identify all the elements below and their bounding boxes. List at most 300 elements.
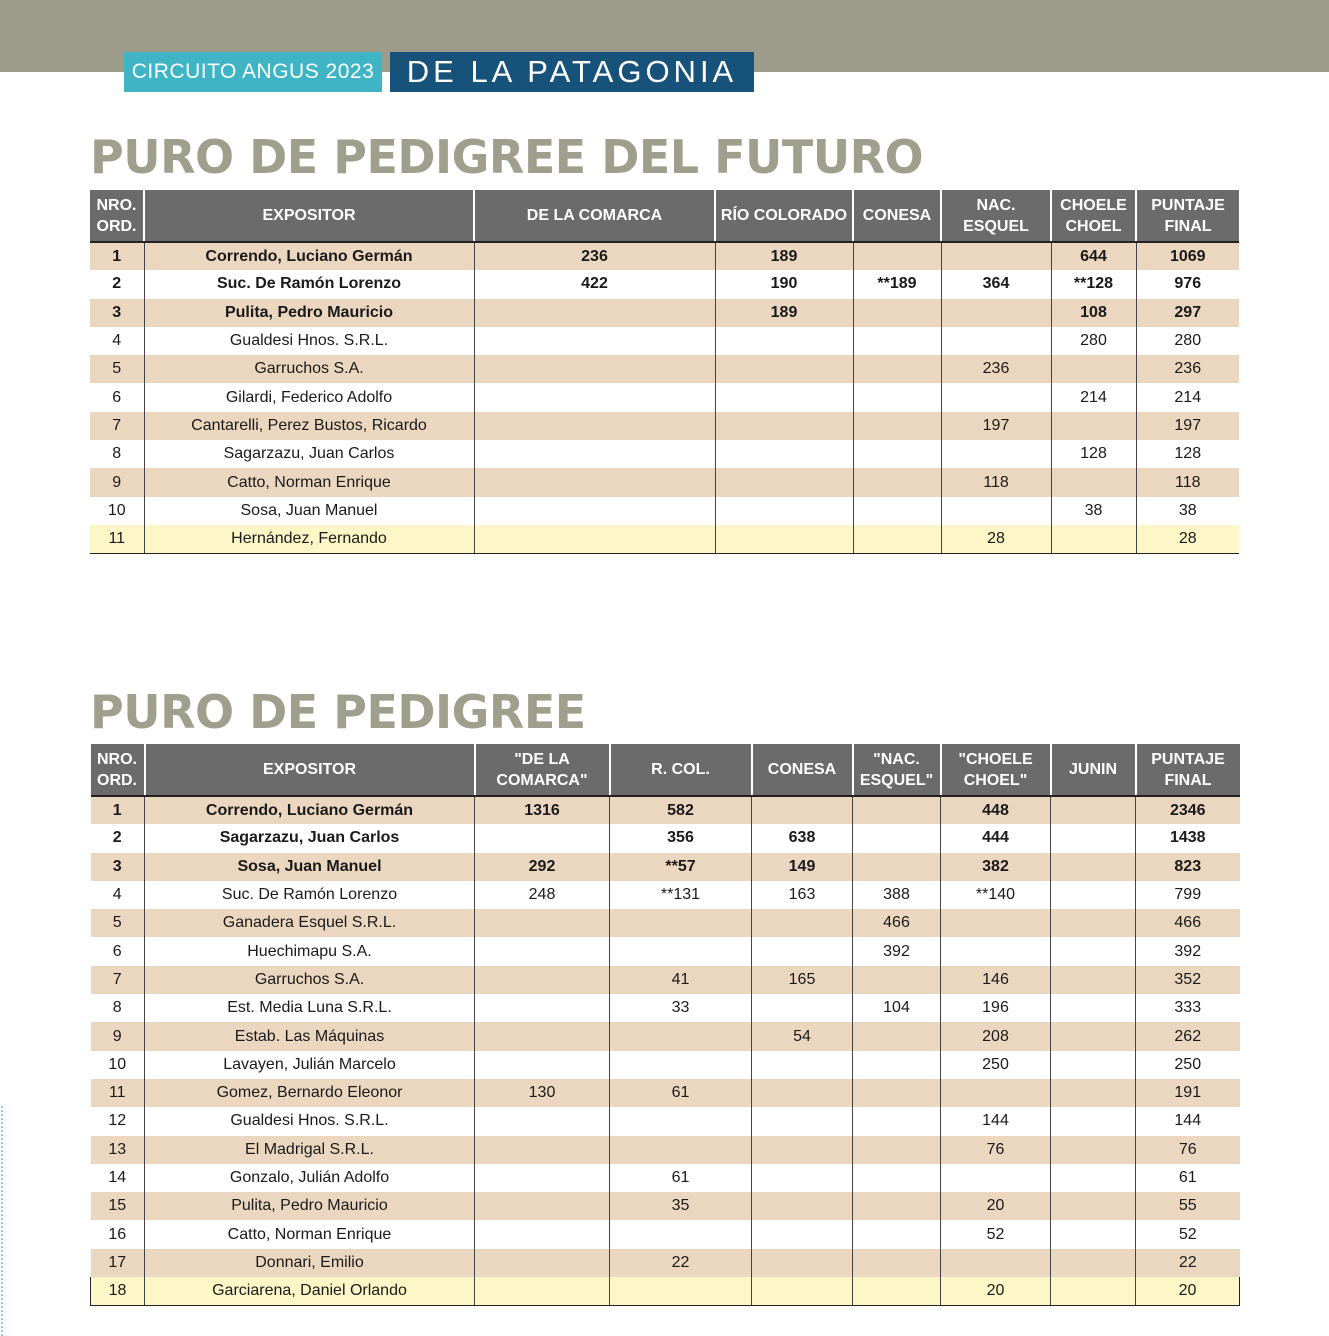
cell-final: 392 bbox=[1136, 937, 1240, 965]
cell-conesa bbox=[752, 1136, 853, 1164]
cell-choele bbox=[941, 937, 1051, 965]
cell-expositor: Ganadera Esquel S.R.L. bbox=[145, 909, 475, 937]
cell-expositor: Sagarzazu, Juan Carlos bbox=[145, 824, 475, 852]
cell-junin bbox=[1051, 909, 1136, 937]
table-row bbox=[91, 824, 1240, 852]
cell-nro: 17 bbox=[91, 1249, 145, 1277]
cell-comarca: 292 bbox=[475, 853, 610, 881]
cell-choele: **140 bbox=[941, 881, 1051, 909]
cell-final: 28 bbox=[1136, 525, 1239, 553]
col-header-expositor: EXPOSITOR bbox=[145, 744, 475, 796]
cell-esquel bbox=[853, 966, 941, 994]
cell-comarca bbox=[475, 994, 610, 1022]
cell-conesa: 54 bbox=[752, 1022, 853, 1050]
cell-esquel bbox=[853, 1249, 941, 1277]
cell-comarca bbox=[475, 1136, 610, 1164]
cell-nro: 14 bbox=[91, 1164, 145, 1192]
col-header-esquel: NAC. ESQUEL bbox=[941, 190, 1051, 242]
cell-rcol bbox=[610, 1136, 752, 1164]
table-row bbox=[91, 1107, 1240, 1135]
cell-esquel bbox=[853, 1107, 941, 1135]
cell-rio-colorado: 190 bbox=[715, 270, 853, 298]
col-header-nro: NRO. ORD. bbox=[91, 744, 145, 796]
cell-final: 38 bbox=[1136, 497, 1239, 525]
cell-esquel bbox=[853, 1079, 941, 1107]
col-header-comarca: "DE LA COMARCA" bbox=[475, 744, 610, 796]
cell-choele bbox=[1051, 468, 1136, 496]
pedigree-section-title: PURO DE PEDIGREE bbox=[90, 685, 586, 739]
col-header-puntaje: PUNTAJE FINAL bbox=[1136, 190, 1239, 242]
cell-conesa bbox=[752, 994, 853, 1022]
cell-nro: 1 bbox=[91, 796, 145, 824]
cell-choele: 144 bbox=[941, 1107, 1051, 1135]
cell-conesa bbox=[853, 383, 941, 411]
cell-nro: 5 bbox=[91, 909, 145, 937]
cell-final: 466 bbox=[1136, 909, 1240, 937]
cell-nro: 10 bbox=[91, 1051, 145, 1079]
cell-final: 128 bbox=[1136, 440, 1239, 468]
table-row bbox=[90, 327, 1239, 355]
cell-junin bbox=[1051, 1277, 1136, 1305]
cell-conesa bbox=[752, 1277, 853, 1305]
cell-nro: 8 bbox=[90, 440, 144, 468]
cell-choele bbox=[941, 1249, 1051, 1277]
cell-choele: 196 bbox=[941, 994, 1051, 1022]
cell-final: 76 bbox=[1136, 1136, 1240, 1164]
cell-junin bbox=[1051, 1107, 1136, 1135]
cell-expositor: Gualdesi Hnos. S.R.L. bbox=[144, 327, 474, 355]
cell-nro: 7 bbox=[90, 412, 144, 440]
cell-rcol bbox=[610, 909, 752, 937]
col-header-conesa: CONESA bbox=[853, 190, 941, 242]
col-header-choele: "CHOELE CHOEL" bbox=[941, 744, 1051, 796]
cell-junin bbox=[1051, 853, 1136, 881]
cell-rcol: 61 bbox=[610, 1079, 752, 1107]
cell-rcol: **57 bbox=[610, 853, 752, 881]
cell-esquel bbox=[853, 824, 941, 852]
cell-nro: 11 bbox=[91, 1079, 145, 1107]
cell-expositor: Garruchos S.A. bbox=[144, 355, 474, 383]
cell-conesa: 163 bbox=[752, 881, 853, 909]
cell-esquel bbox=[941, 440, 1051, 468]
cell-choele: 128 bbox=[1051, 440, 1136, 468]
cell-expositor: Estab. Las Máquinas bbox=[145, 1022, 475, 1050]
cell-rcol: 22 bbox=[610, 1249, 752, 1277]
table-row bbox=[90, 525, 1239, 553]
cell-conesa bbox=[752, 796, 853, 824]
cell-junin bbox=[1051, 1220, 1136, 1248]
cell-nro: 4 bbox=[91, 881, 145, 909]
pedigree-ranking-table bbox=[90, 744, 1240, 1306]
cell-comarca bbox=[474, 497, 715, 525]
cell-esquel bbox=[853, 1192, 941, 1220]
cell-conesa: 165 bbox=[752, 966, 853, 994]
cell-rcol: 582 bbox=[610, 796, 752, 824]
cell-comarca: 130 bbox=[475, 1079, 610, 1107]
cell-choele: 146 bbox=[941, 966, 1051, 994]
cell-expositor: Garruchos S.A. bbox=[145, 966, 475, 994]
cell-rcol bbox=[610, 1051, 752, 1079]
cell-final: 61 bbox=[1136, 1164, 1240, 1192]
cell-comarca bbox=[475, 1249, 610, 1277]
cell-rcol bbox=[610, 1277, 752, 1305]
cell-nro: 2 bbox=[90, 270, 144, 298]
cell-final: 55 bbox=[1136, 1192, 1240, 1220]
cell-final: 197 bbox=[1136, 412, 1239, 440]
col-header-expositor: EXPOSITOR bbox=[144, 190, 474, 242]
cell-expositor: Cantarelli, Perez Bustos, Ricardo bbox=[144, 412, 474, 440]
cell-comarca bbox=[475, 966, 610, 994]
cell-final: 976 bbox=[1136, 270, 1239, 298]
col-header-junin: JUNIN bbox=[1051, 744, 1136, 796]
table-row bbox=[91, 796, 1240, 824]
cell-esquel: 104 bbox=[853, 994, 941, 1022]
cell-choele: 52 bbox=[941, 1220, 1051, 1248]
cell-comarca bbox=[474, 525, 715, 553]
table-row bbox=[91, 1079, 1240, 1107]
cell-esquel bbox=[853, 1136, 941, 1164]
cell-rcol: **131 bbox=[610, 881, 752, 909]
cell-rcol: 41 bbox=[610, 966, 752, 994]
cell-esquel: 197 bbox=[941, 412, 1051, 440]
cell-rio-colorado bbox=[715, 383, 853, 411]
cell-final: 1438 bbox=[1136, 824, 1240, 852]
cell-esquel: 388 bbox=[853, 881, 941, 909]
cell-final: 22 bbox=[1136, 1249, 1240, 1277]
futuro-section-title: PURO DE PEDIGREE DEL FUTURO bbox=[90, 130, 924, 184]
cell-choele bbox=[1051, 412, 1136, 440]
cell-rio-colorado: 189 bbox=[715, 299, 853, 327]
cell-rcol: 61 bbox=[610, 1164, 752, 1192]
table-header-row bbox=[90, 190, 1239, 242]
cell-comarca bbox=[475, 824, 610, 852]
cell-comarca bbox=[475, 1164, 610, 1192]
cell-junin bbox=[1051, 1192, 1136, 1220]
cell-expositor: Suc. De Ramón Lorenzo bbox=[145, 881, 475, 909]
cell-conesa bbox=[853, 355, 941, 383]
cell-conesa: 638 bbox=[752, 824, 853, 852]
cell-final: 236 bbox=[1136, 355, 1239, 383]
cell-comarca bbox=[475, 1220, 610, 1248]
cell-choele: 644 bbox=[1051, 242, 1136, 270]
cell-expositor: Catto, Norman Enrique bbox=[144, 468, 474, 496]
table-row bbox=[91, 1192, 1240, 1220]
cell-conesa bbox=[853, 412, 941, 440]
cell-conesa bbox=[752, 909, 853, 937]
cell-rcol bbox=[610, 1022, 752, 1050]
cell-esquel bbox=[941, 299, 1051, 327]
cell-expositor: Gilardi, Federico Adolfo bbox=[144, 383, 474, 411]
cell-expositor: Lavayen, Julián Marcelo bbox=[145, 1051, 475, 1079]
cell-comarca bbox=[475, 1022, 610, 1050]
table-row bbox=[91, 937, 1240, 965]
cell-final: 352 bbox=[1136, 966, 1240, 994]
cell-esquel bbox=[853, 1164, 941, 1192]
col-header-puntaje: PUNTAJE FINAL bbox=[1136, 744, 1240, 796]
cell-nro: 10 bbox=[90, 497, 144, 525]
cell-nro: 6 bbox=[90, 383, 144, 411]
cell-esquel: 28 bbox=[941, 525, 1051, 553]
cell-junin bbox=[1051, 881, 1136, 909]
cell-comarca bbox=[474, 440, 715, 468]
cell-choele: 448 bbox=[941, 796, 1051, 824]
cell-conesa bbox=[853, 327, 941, 355]
cell-conesa bbox=[752, 1192, 853, 1220]
cell-comarca bbox=[474, 383, 715, 411]
table-row bbox=[91, 994, 1240, 1022]
cell-junin bbox=[1051, 1164, 1136, 1192]
col-header-nro: NRO. ORD. bbox=[90, 190, 144, 242]
cell-expositor: Hernández, Fernando bbox=[144, 525, 474, 553]
cell-comarca bbox=[474, 299, 715, 327]
cell-comarca: 422 bbox=[474, 270, 715, 298]
cell-junin bbox=[1051, 937, 1136, 965]
cell-rio-colorado bbox=[715, 327, 853, 355]
cell-esquel bbox=[941, 242, 1051, 270]
cell-expositor: Gomez, Bernardo Eleonor bbox=[145, 1079, 475, 1107]
cell-comarca bbox=[474, 327, 715, 355]
cell-rcol: 356 bbox=[610, 824, 752, 852]
table-row bbox=[90, 440, 1239, 468]
cell-rcol bbox=[610, 1107, 752, 1135]
cell-final: 280 bbox=[1136, 327, 1239, 355]
cell-esquel: 392 bbox=[853, 937, 941, 965]
cell-choele bbox=[941, 909, 1051, 937]
cell-final: 191 bbox=[1136, 1079, 1240, 1107]
cell-esquel: 466 bbox=[853, 909, 941, 937]
cell-final: 52 bbox=[1136, 1220, 1240, 1248]
cell-expositor: Catto, Norman Enrique bbox=[145, 1220, 475, 1248]
cell-final: 262 bbox=[1136, 1022, 1240, 1050]
table-row bbox=[91, 1249, 1240, 1277]
table-row bbox=[90, 299, 1239, 327]
cell-nro: 16 bbox=[91, 1220, 145, 1248]
col-header-comarca: DE LA COMARCA bbox=[474, 190, 715, 242]
cell-choele: 208 bbox=[941, 1022, 1051, 1050]
cell-conesa bbox=[752, 1051, 853, 1079]
cell-final: 823 bbox=[1136, 853, 1240, 881]
cell-comarca bbox=[474, 412, 715, 440]
cell-conesa bbox=[853, 468, 941, 496]
cell-nro: 3 bbox=[90, 299, 144, 327]
cell-nro: 9 bbox=[90, 468, 144, 496]
cell-nro: 4 bbox=[90, 327, 144, 355]
table-row bbox=[90, 242, 1239, 270]
cell-expositor: Sagarzazu, Juan Carlos bbox=[144, 440, 474, 468]
cell-esquel: 236 bbox=[941, 355, 1051, 383]
cell-rio-colorado bbox=[715, 440, 853, 468]
cell-choele bbox=[1051, 525, 1136, 553]
cell-esquel bbox=[941, 383, 1051, 411]
table-row bbox=[91, 1220, 1240, 1248]
cell-conesa bbox=[853, 242, 941, 270]
cell-choele: 444 bbox=[941, 824, 1051, 852]
cell-esquel bbox=[853, 853, 941, 881]
table-row bbox=[91, 881, 1240, 909]
cell-nro: 18 bbox=[91, 1277, 145, 1305]
cell-rio-colorado bbox=[715, 355, 853, 383]
cell-nro: 2 bbox=[91, 824, 145, 852]
cell-junin bbox=[1051, 1249, 1136, 1277]
cell-expositor: Gualdesi Hnos. S.R.L. bbox=[145, 1107, 475, 1135]
table-row bbox=[91, 966, 1240, 994]
cell-junin bbox=[1051, 824, 1136, 852]
cell-comarca: 236 bbox=[474, 242, 715, 270]
cell-nro: 9 bbox=[91, 1022, 145, 1050]
cell-expositor: Sosa, Juan Manuel bbox=[145, 853, 475, 881]
cell-esquel bbox=[853, 1051, 941, 1079]
cell-expositor: El Madrigal S.R.L. bbox=[145, 1136, 475, 1164]
cell-rcol bbox=[610, 1220, 752, 1248]
cell-final: 799 bbox=[1136, 881, 1240, 909]
cell-choele bbox=[941, 1164, 1051, 1192]
cell-comarca bbox=[474, 355, 715, 383]
cell-final: 20 bbox=[1136, 1277, 1240, 1305]
cell-choele bbox=[1051, 355, 1136, 383]
table-row bbox=[91, 1022, 1240, 1050]
cell-final: 297 bbox=[1136, 299, 1239, 327]
cell-rcol bbox=[610, 937, 752, 965]
cell-expositor: Gonzalo, Julián Adolfo bbox=[145, 1164, 475, 1192]
cell-esquel bbox=[853, 1277, 941, 1305]
cell-final: 1069 bbox=[1136, 242, 1239, 270]
cell-final: 118 bbox=[1136, 468, 1239, 496]
table-row bbox=[90, 383, 1239, 411]
cell-final: 2346 bbox=[1136, 796, 1240, 824]
cell-choele: 280 bbox=[1051, 327, 1136, 355]
cell-nro: 6 bbox=[91, 937, 145, 965]
cell-conesa: **189 bbox=[853, 270, 941, 298]
cell-comarca bbox=[475, 1051, 610, 1079]
cell-rio-colorado bbox=[715, 525, 853, 553]
cell-nro: 13 bbox=[91, 1136, 145, 1164]
cell-nro: 1 bbox=[90, 242, 144, 270]
cell-conesa bbox=[752, 1079, 853, 1107]
cell-choele: **128 bbox=[1051, 270, 1136, 298]
cell-nro: 11 bbox=[90, 525, 144, 553]
cell-junin bbox=[1051, 1051, 1136, 1079]
cell-nro: 3 bbox=[91, 853, 145, 881]
cell-junin bbox=[1051, 1079, 1136, 1107]
cell-expositor: Est. Media Luna S.R.L. bbox=[145, 994, 475, 1022]
table-row bbox=[91, 1277, 1240, 1305]
table-row bbox=[90, 270, 1239, 298]
cell-rcol: 35 bbox=[610, 1192, 752, 1220]
cell-nro: 8 bbox=[91, 994, 145, 1022]
cell-junin bbox=[1051, 796, 1136, 824]
cell-choele: 214 bbox=[1051, 383, 1136, 411]
cell-comarca bbox=[475, 1107, 610, 1135]
cell-choele: 382 bbox=[941, 853, 1051, 881]
cell-choele: 76 bbox=[941, 1136, 1051, 1164]
cell-expositor: Correndo, Luciano Germán bbox=[144, 242, 474, 270]
cell-nro: 5 bbox=[90, 355, 144, 383]
cell-choele: 38 bbox=[1051, 497, 1136, 525]
table-header-row bbox=[91, 744, 1240, 796]
cell-final: 214 bbox=[1136, 383, 1239, 411]
cell-junin bbox=[1051, 966, 1136, 994]
decorative-dotted-edge bbox=[0, 1105, 4, 1336]
futuro-ranking-table bbox=[90, 190, 1239, 554]
col-header-rio-colorado: RÍO COLORADO bbox=[715, 190, 853, 242]
cell-comarca bbox=[474, 468, 715, 496]
table-row bbox=[90, 468, 1239, 496]
cell-comarca bbox=[475, 1277, 610, 1305]
cell-junin bbox=[1051, 994, 1136, 1022]
cell-rcol: 33 bbox=[610, 994, 752, 1022]
cell-esquel bbox=[853, 796, 941, 824]
cell-expositor: Suc. De Ramón Lorenzo bbox=[144, 270, 474, 298]
cell-nro: 12 bbox=[91, 1107, 145, 1135]
cell-final: 144 bbox=[1136, 1107, 1240, 1135]
cell-rio-colorado bbox=[715, 412, 853, 440]
cell-rio-colorado: 189 bbox=[715, 242, 853, 270]
cell-esquel bbox=[941, 497, 1051, 525]
col-header-esquel: "NAC. ESQUEL" bbox=[853, 744, 941, 796]
cell-rio-colorado bbox=[715, 468, 853, 496]
cell-conesa: 149 bbox=[752, 853, 853, 881]
cell-conesa bbox=[853, 525, 941, 553]
cell-comarca bbox=[475, 1192, 610, 1220]
cell-expositor: Garciarena, Daniel Orlando bbox=[145, 1277, 475, 1305]
cell-nro: 15 bbox=[91, 1192, 145, 1220]
region-tag: DE LA PATAGONIA bbox=[390, 52, 754, 92]
table-row bbox=[91, 1164, 1240, 1192]
table-row bbox=[91, 853, 1240, 881]
cell-junin bbox=[1051, 1136, 1136, 1164]
table-row bbox=[91, 909, 1240, 937]
cell-choele: 108 bbox=[1051, 299, 1136, 327]
cell-conesa bbox=[752, 1164, 853, 1192]
col-header-conesa: CONESA bbox=[752, 744, 853, 796]
cell-comarca bbox=[475, 937, 610, 965]
cell-choele bbox=[941, 1079, 1051, 1107]
cell-choele: 20 bbox=[941, 1192, 1051, 1220]
cell-final: 333 bbox=[1136, 994, 1240, 1022]
table-row bbox=[90, 355, 1239, 383]
cell-conesa bbox=[752, 937, 853, 965]
cell-esquel: 118 bbox=[941, 468, 1051, 496]
cell-expositor: Pulita, Pedro Mauricio bbox=[145, 1192, 475, 1220]
cell-conesa bbox=[752, 1249, 853, 1277]
cell-expositor: Pulita, Pedro Mauricio bbox=[144, 299, 474, 327]
cell-comarca: 1316 bbox=[475, 796, 610, 824]
cell-conesa bbox=[853, 497, 941, 525]
table-row bbox=[91, 1136, 1240, 1164]
cell-expositor: Huechimapu S.A. bbox=[145, 937, 475, 965]
cell-rio-colorado bbox=[715, 497, 853, 525]
cell-choele: 250 bbox=[941, 1051, 1051, 1079]
cell-nro: 7 bbox=[91, 966, 145, 994]
table-row bbox=[90, 497, 1239, 525]
table-row bbox=[90, 412, 1239, 440]
cell-expositor: Correndo, Luciano Germán bbox=[145, 796, 475, 824]
col-header-choele: CHOELE CHOEL bbox=[1051, 190, 1136, 242]
cell-esquel bbox=[853, 1022, 941, 1050]
cell-esquel bbox=[853, 1220, 941, 1248]
col-header-rcol: R. COL. bbox=[610, 744, 752, 796]
cell-conesa bbox=[853, 299, 941, 327]
cell-comarca bbox=[475, 909, 610, 937]
cell-conesa bbox=[752, 1220, 853, 1248]
cell-conesa bbox=[853, 440, 941, 468]
cell-expositor: Sosa, Juan Manuel bbox=[144, 497, 474, 525]
cell-esquel: 364 bbox=[941, 270, 1051, 298]
cell-conesa bbox=[752, 1107, 853, 1135]
cell-comarca: 248 bbox=[475, 881, 610, 909]
circuit-tag: CIRCUITO ANGUS 2023 bbox=[124, 52, 382, 92]
cell-final: 250 bbox=[1136, 1051, 1240, 1079]
